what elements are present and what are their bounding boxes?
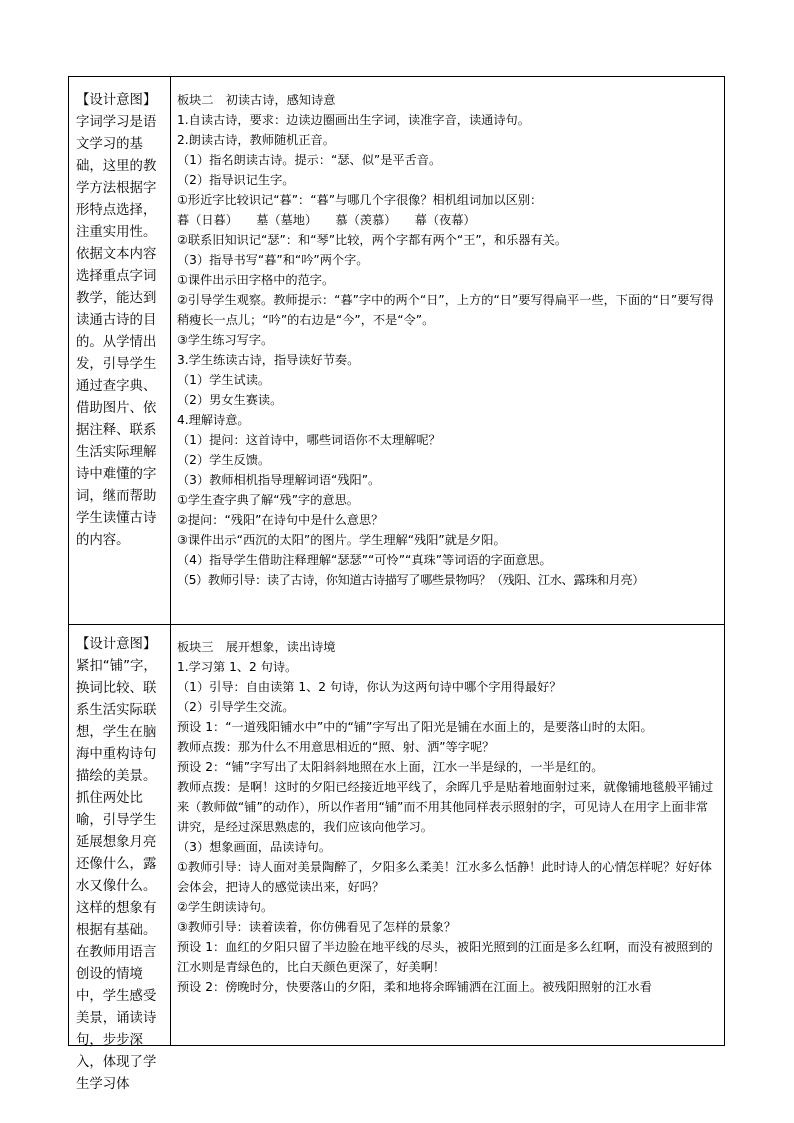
- content-line: （1）指名朗读古诗。提示：“瑟、似”是平舌音。: [177, 153, 442, 167]
- content-line: （3）指导书写“暮”和“吟”两个字。: [177, 253, 369, 267]
- section-heading: 板块二 初读古诗，感知诗意: [177, 93, 336, 107]
- section-row-3: [69, 625, 725, 1046]
- content-line: 教师点拨：那为什么不用意思相近的“照、射、洒”等字呢？: [177, 740, 495, 754]
- section-row-2: [69, 77, 725, 625]
- design-intent-cell: [69, 77, 171, 625]
- content-line: 4.理解诗意。: [177, 413, 250, 427]
- content-line: ①课件出示田字格中的范字。: [177, 273, 335, 287]
- content-line: 预设 1：“一道残阳铺水中”中的“铺”字写出了阳光是铺在水面上的，是要落山时的太阳。: [177, 720, 653, 734]
- content-line: 3.学生练读古诗，指导读好节奏。: [177, 353, 360, 367]
- content-line: （2）指导识记生字。: [177, 173, 295, 187]
- lesson-content: [171, 625, 724, 997]
- content-line: 预设 1：血红的夕阳只留了半边脸在地平线的尽头，被阳光照到的江面是多么红啊，而没有被照到的江水则是青绿色的，比白天颜色更深了，好美啊！: [177, 940, 713, 974]
- lesson-content-cell: [171, 625, 725, 1046]
- design-intent-text: 【设计意图】紧扣“铺”字，换词比较、联系生活实际联想，学生在脑海中重构诗句描绘的美景。抓住两处比喻，引导学生延展想象月亮还像什么，露水又像什么。这样的想象有根据有基础。在教师用语言创设的情境中，学生感受美景，诵读诗句，步步深入，体现了学生学习体: [76, 637, 157, 1092]
- content-line: 教师点拨：是啊！这时的夕阳已经接近地平线了，余晖几乎是贴着地面射过来，就像铺地毯般平铺过来（教师做“铺”的动作），所以作者用“铺”而不用其他同样表示照射的字，可见诗人在用字上面非常讲究，是经过深思熟虑的，我们应该向他学习。: [177, 780, 714, 834]
- content-line: ②学生朗读诗句。: [177, 900, 274, 914]
- content-line: 1.自读古诗，要求：边读边圈画出生字词，读准字音，读通诗句。: [177, 113, 530, 127]
- content-line: 暮（日暮） 墓（墓地） 慕（羡慕） 幕（夜幕）: [177, 213, 476, 227]
- content-line: 2.朗读古诗，教师随机正音。: [177, 133, 335, 147]
- content-line: （2）引导学生交流。: [177, 700, 295, 714]
- content-line: 预设 2：“铺”字写出了太阳斜斜地照在水上面，江水一半是绿的，一半是红的。: [177, 760, 604, 774]
- content-line: （1）学生试读。: [177, 373, 271, 387]
- content-line: ③学生练习写字。: [177, 333, 274, 347]
- lesson-content-cell: [171, 77, 725, 625]
- content-line: ②联系旧知识记“瑟”：和“琴”比较，两个字都有两个“王”，和乐器有关。: [177, 233, 568, 247]
- content-line: （2）学生反馈。: [177, 453, 271, 467]
- content-line: （5）教师引导：读了古诗，你知道古诗描写了哪些景物吗？（残阳、江水、露珠和月亮）: [177, 573, 645, 587]
- content-line: （2）男女生赛读。: [177, 393, 283, 407]
- content-line: ③教师引导：读着读着，你仿佛看见了怎样的景象？: [177, 920, 457, 934]
- content-line: （1）引导：自由读第 1、2 句诗，你认为这两句诗中哪个字用得最好？: [177, 680, 562, 694]
- content-line: （4）指导学生借助注释理解“瑟瑟”“可怜”“真珠”等词语的字面意思。: [177, 553, 552, 567]
- content-line: ①教师引导：诗人面对美景陶醉了，夕阳多么柔美！江水多么恬静！此时诗人的心情怎样呢？好好体会体会，把诗人的感觉读出来，好吗？: [177, 860, 712, 894]
- content-line: （1）提问：这首诗中，哪些词语你不太理解呢？: [177, 433, 441, 447]
- lesson-content: [171, 77, 724, 590]
- content-line: （3）教师相机指导理解词语“残阳”。: [177, 473, 381, 487]
- content-line: 预设 2：傍晚时分，快要落山的夕阳，柔和地将余晖铺洒在江面上。被残阳照射的江水看: [177, 980, 652, 994]
- content-line: ②提问：“残阳”在诗句中是什么意思？: [177, 513, 384, 527]
- lesson-plan-table: [68, 76, 725, 1092]
- content-line: （3）想象画面，品读诗句。: [177, 840, 332, 854]
- design-intent-text: 【设计意图】字词学习是语文学习的基础，这里的教学方法根据字形特点选择，注重实用性。依据文本内容选择重点字词教学，能达到读通古诗的目的。从学情出发，引导学生通过查字典、借助图片、依据注释、联系生活实际理解诗中难懂的字词，继而帮助学生读懂古诗的内容。: [76, 93, 157, 548]
- section-heading: 板块三 展开想象，读出诗境: [177, 640, 336, 654]
- content-line: ③课件出示“西沉的太阳”的图片。学生理解“残阳”就是夕阳。: [177, 533, 506, 547]
- content-line: ①形近字比较识记“暮”：“暮”与哪几个字很像？相机组词加以区别：: [177, 193, 543, 207]
- design-intent-cell: [69, 625, 171, 1092]
- content-line: ①学生查字典了解“残”字的意思。: [177, 493, 359, 507]
- content-line: ②引导学生观察。教师提示：“暮”字中的两个“日”，上方的“日”要写得扁平一些，下面的“日”要写得稍瘦长一点儿；“吟”的右边是“今”，不是“令”。: [177, 293, 714, 327]
- content-line: 1.学习第 1、2 句诗。: [177, 660, 298, 674]
